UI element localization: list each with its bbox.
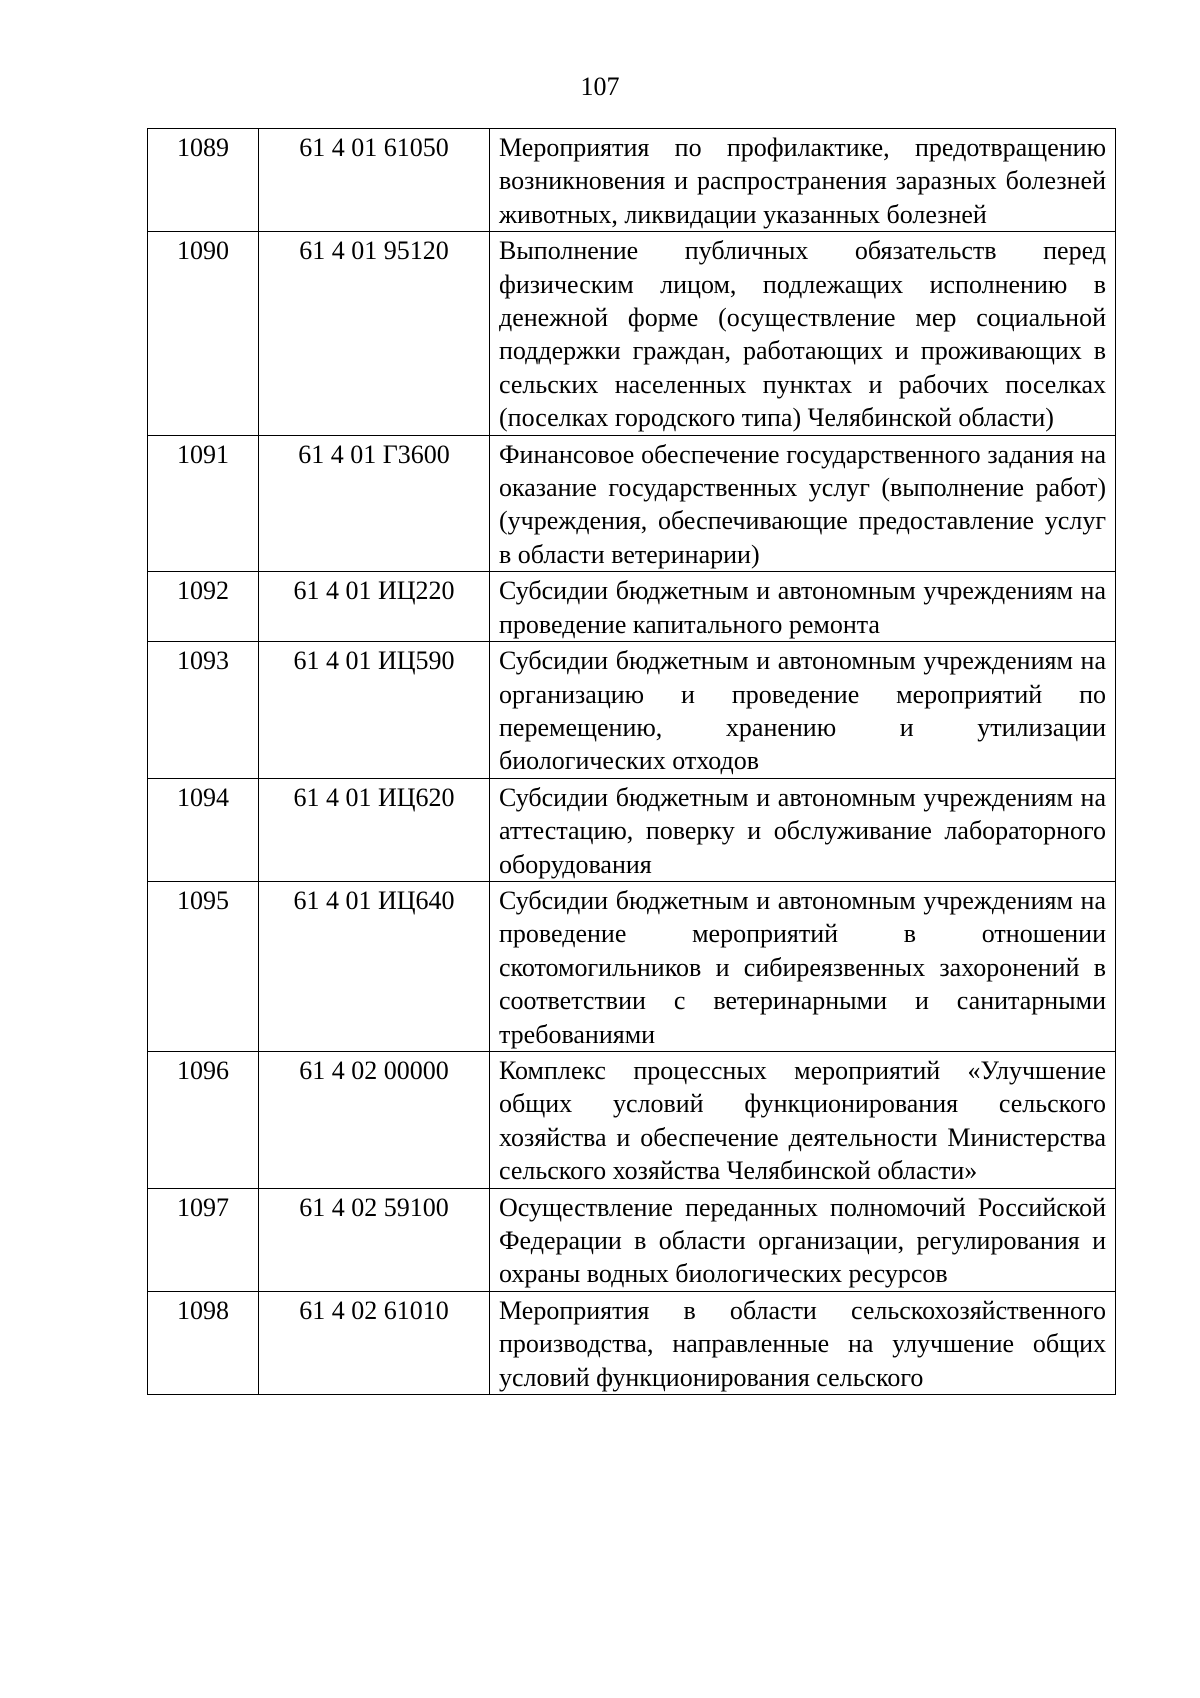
row-number: 1095 [148,881,259,1051]
row-number: 1091 [148,435,259,572]
classification-code: 61 4 02 00000 [259,1051,490,1188]
classification-code: 61 4 02 59100 [259,1188,490,1291]
table-row [148,1291,1116,1394]
row-description: Комплекс процессных мероприятий «Улучшение общих условий функционирования сельского хозяйства и обеспечение деятельности Министерства сельского хозяйства Челябинской области» [490,1051,1116,1188]
classification-code: 61 4 01 ИЦ220 [259,572,490,642]
row-number: 1098 [148,1291,259,1394]
classification-code: 61 4 01 95120 [259,232,490,435]
row-number: 1093 [148,642,259,779]
table-row [148,642,1116,779]
row-number: 1089 [148,129,259,232]
classification-code: 61 4 01 ИЦ620 [259,778,490,881]
classification-code: 61 4 01 Г3600 [259,435,490,572]
row-number: 1092 [148,572,259,642]
row-description: Выполнение публичных обязательств перед физическим лицом, подлежащих исполнению в денежной форме (осуществление мер социальной поддержки граждан, работающих и проживающих в сельских населенных пунктах и рабочих поселках (поселках городского типа) Челябинской области) [490,232,1116,435]
table-row [148,881,1116,1051]
row-description: Мероприятия по профилактике, предотвращению возникновения и распространения заразных болезней животных, ликвидации указанных болезней [490,129,1116,232]
classification-code: 61 4 01 61050 [259,129,490,232]
row-number: 1097 [148,1188,259,1291]
row-description: Мероприятия в области сельскохозяйственного производства, направленные на улучшение общих условий функционирования сельского [490,1291,1116,1394]
row-description: Субсидии бюджетным и автономным учреждениям на организацию и проведение мероприятий по перемещению, хранению и утилизации биологических отходов [490,642,1116,779]
row-number: 1096 [148,1051,259,1188]
row-number: 1094 [148,778,259,881]
table-row [148,572,1116,642]
row-description: Субсидии бюджетным и автономным учреждениям на проведение мероприятий в отношении скотомогильников и сибиреязвенных захоронений в соответствии с ветеринарными и санитарными требованиями [490,881,1116,1051]
row-description: Осуществление переданных полномочий Российской Федерации в области организации, регулирования и охраны водных биологических ресурсов [490,1188,1116,1291]
row-number: 1090 [148,232,259,435]
classification-code: 61 4 01 ИЦ590 [259,642,490,779]
row-description: Субсидии бюджетным и автономным учреждениям на аттестацию, поверку и обслуживание лабораторного оборудования [490,778,1116,881]
table-row [148,1051,1116,1188]
table-row [148,435,1116,572]
classification-code: 61 4 01 ИЦ640 [259,881,490,1051]
table-row [148,778,1116,881]
row-description: Финансовое обеспечение государственного задания на оказание государственных услуг (выполнение работ) (учреждения, обеспечивающие предоставление услуг в области ветеринарии) [490,435,1116,572]
table-row [148,1188,1116,1291]
row-description: Субсидии бюджетным и автономным учреждениям на проведение капитального ремонта [490,572,1116,642]
classification-code: 61 4 02 61010 [259,1291,490,1394]
table-row [148,232,1116,435]
page-number: 107 [580,72,620,101]
table-row [148,129,1116,232]
budget-classification-table [147,128,1116,1395]
